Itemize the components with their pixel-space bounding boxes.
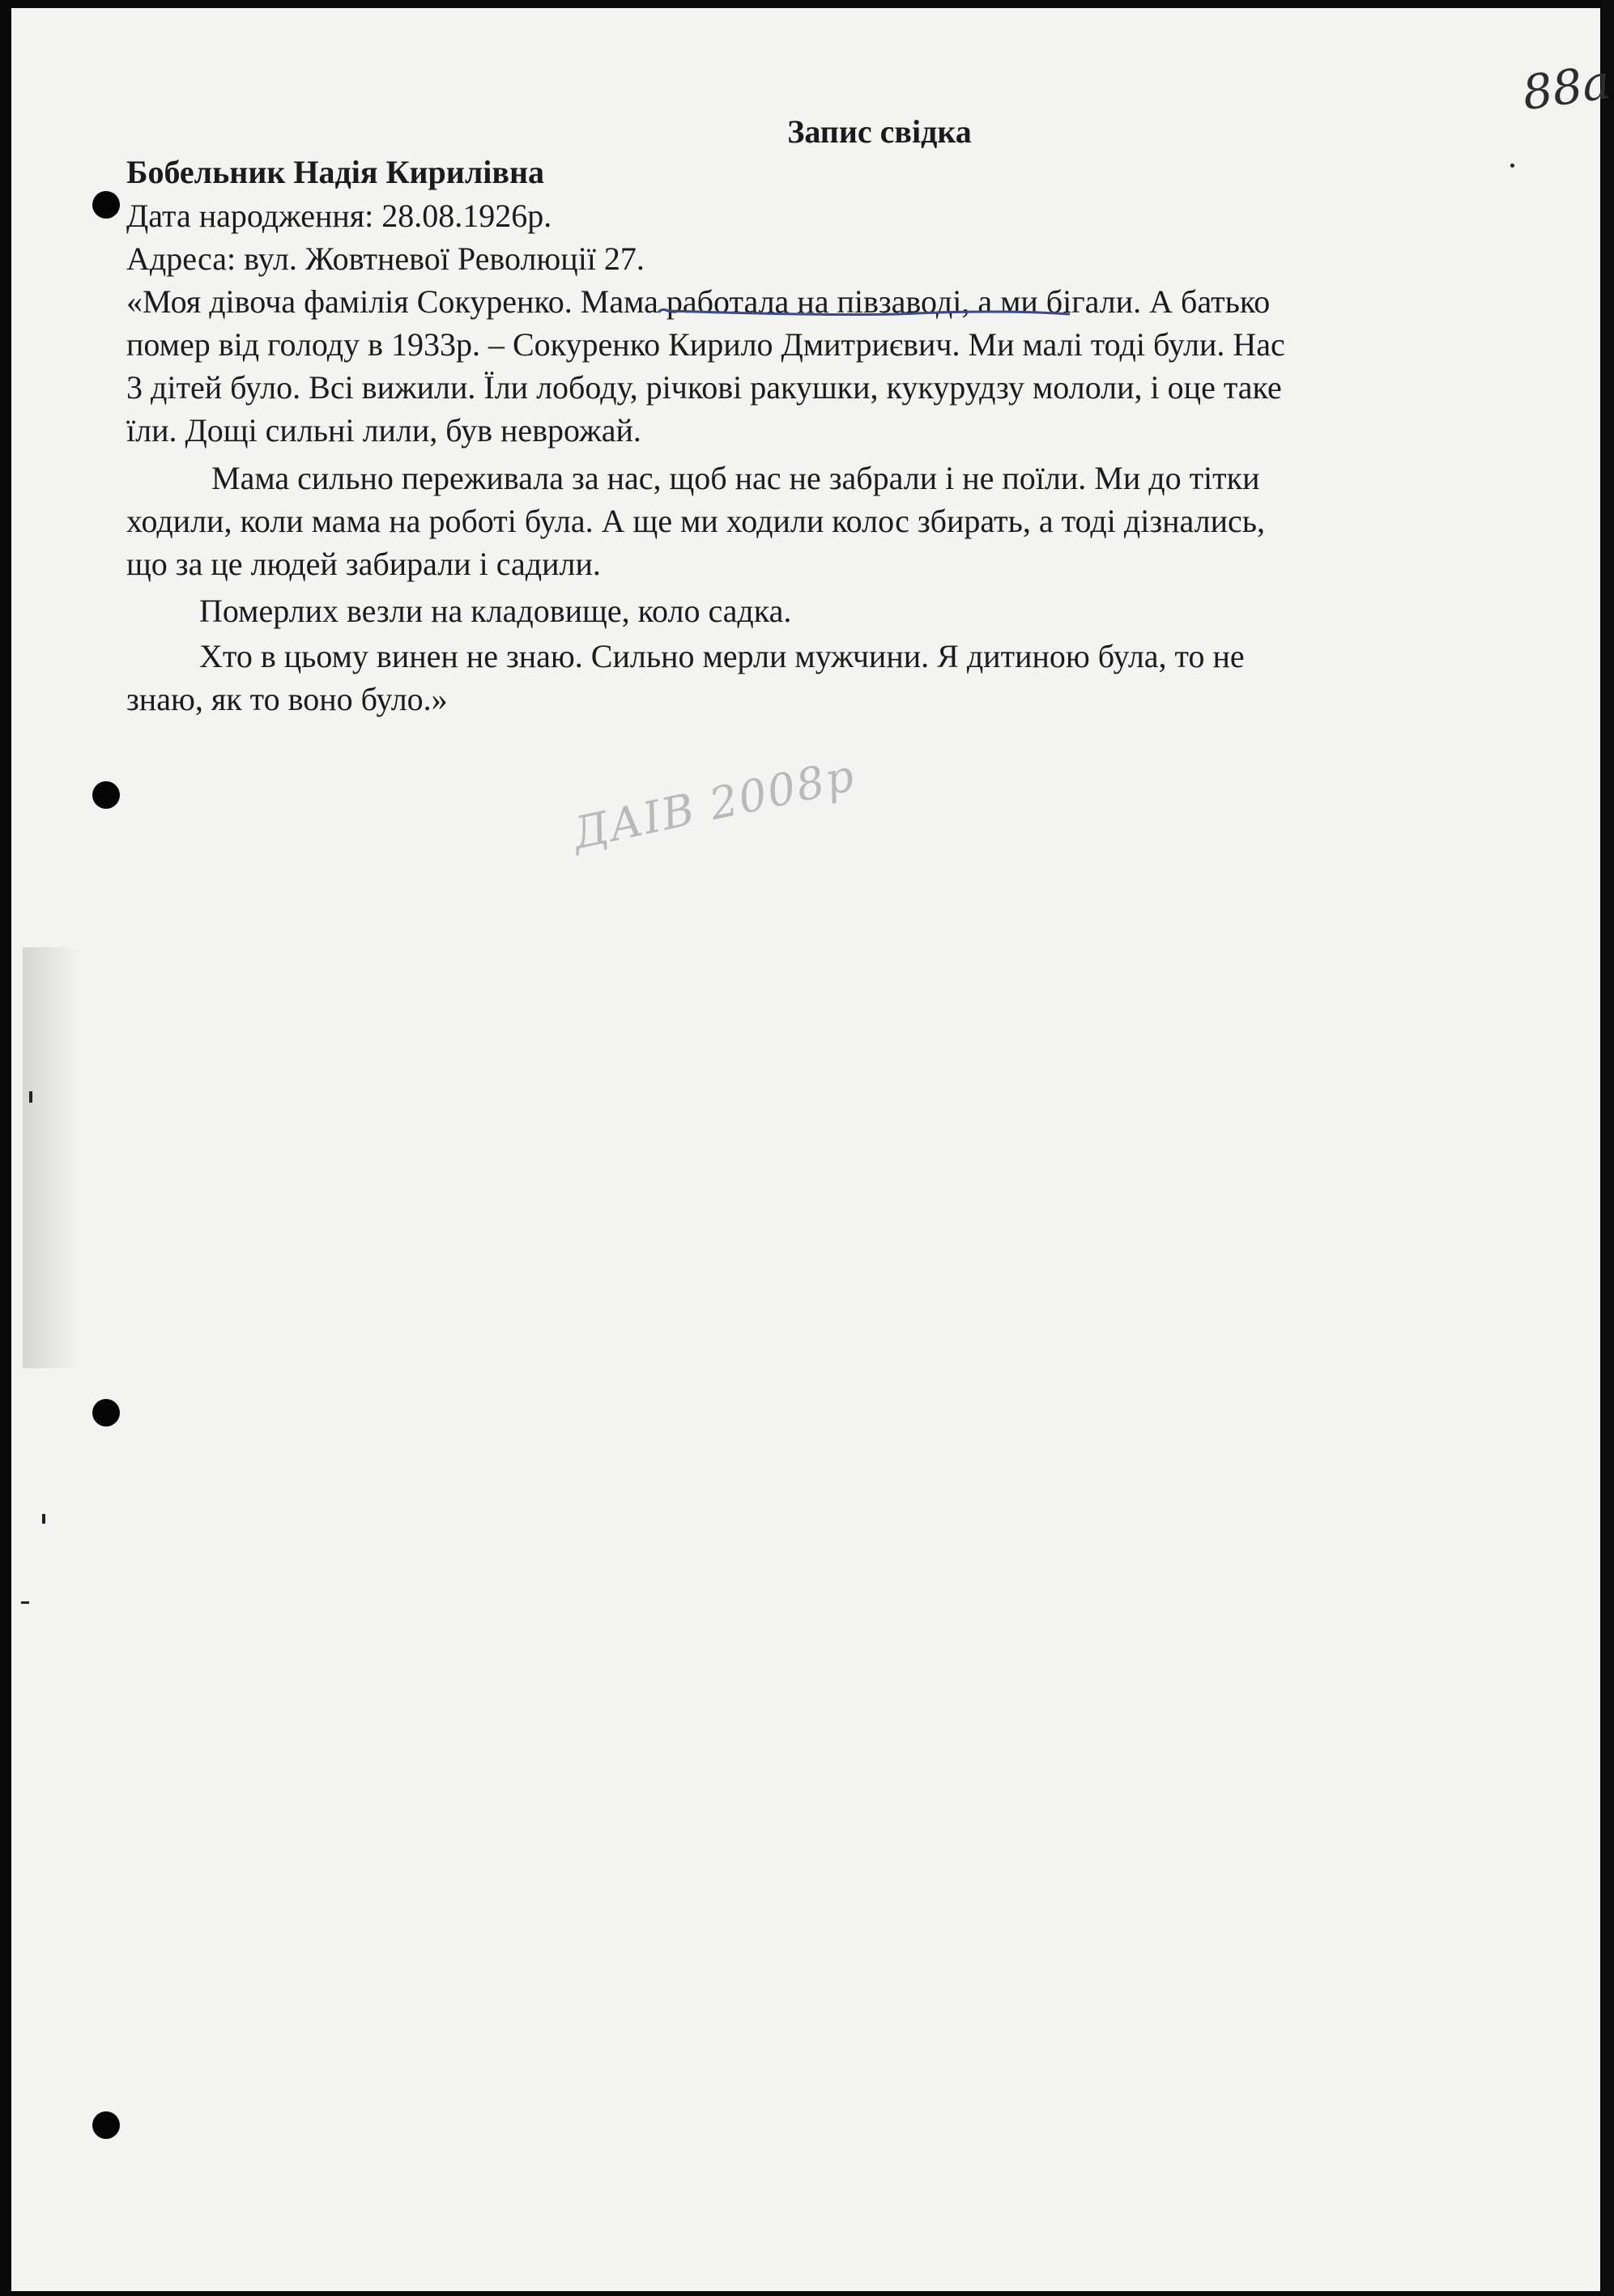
testimony-line: Померлих везли на кладовище, коло садка. [199, 593, 792, 629]
testimony-line: що за це людей забирали і садили. [126, 546, 601, 582]
handwritten-underline [655, 304, 1076, 329]
margin-mark [42, 1514, 45, 1524]
margin-mark [21, 1601, 29, 1604]
punch-hole [92, 2111, 120, 2139]
testimony-line: Мама сильно переживала за нас, щоб нас не забрали і не поїли. Ми до тітки [211, 460, 1260, 496]
page-number: 88a [1518, 53, 1614, 121]
margin-mark [29, 1091, 32, 1103]
testimony-line: «Моя дівоча фамілія Сокуренко. Мама работала на півзаводі, а ми бігали. А батько [126, 283, 1271, 320]
address-line: Адреса: вул. Жовтневої Революції 27. [126, 240, 645, 277]
punch-hole [92, 191, 120, 219]
ink-speck [1510, 164, 1514, 168]
document-page [11, 8, 1614, 2291]
punch-hole [92, 1399, 120, 1426]
testimony-line: ходили, коли мама на роботі була. А ще ми ходили колос збирать, а тоді дізнались, [126, 503, 1265, 539]
birth-date-line: Дата народження: 28.08.1926р. [126, 198, 552, 234]
paper-wear-mark [23, 947, 79, 1368]
testimony-line: знаю, як то воно було.» [126, 681, 448, 717]
testimony-line: Хто в цьому винен не знаю. Сильно мерли мужчини. Я дитиною була, то не [199, 638, 1245, 674]
witness-name: Бобельник Надія Кирилівна [126, 154, 545, 190]
testimony-line: 3 дітей було. Всі вижили. Їли лободу, річкові ракушки, кукурудзу мололи, і оце таке [126, 369, 1282, 406]
punch-hole [92, 781, 120, 809]
document-title: Запис свідка [787, 113, 972, 150]
testimony-line: їли. Дощі сильні лили, був неврожай. [126, 412, 641, 449]
archive-pencil-note: ДАІВ 2008р [568, 749, 860, 860]
testimony-line: помер від голоду в 1933р. – Сокуренко Кирило Дмитриєвич. Ми малі тоді були. Нас [126, 326, 1285, 363]
